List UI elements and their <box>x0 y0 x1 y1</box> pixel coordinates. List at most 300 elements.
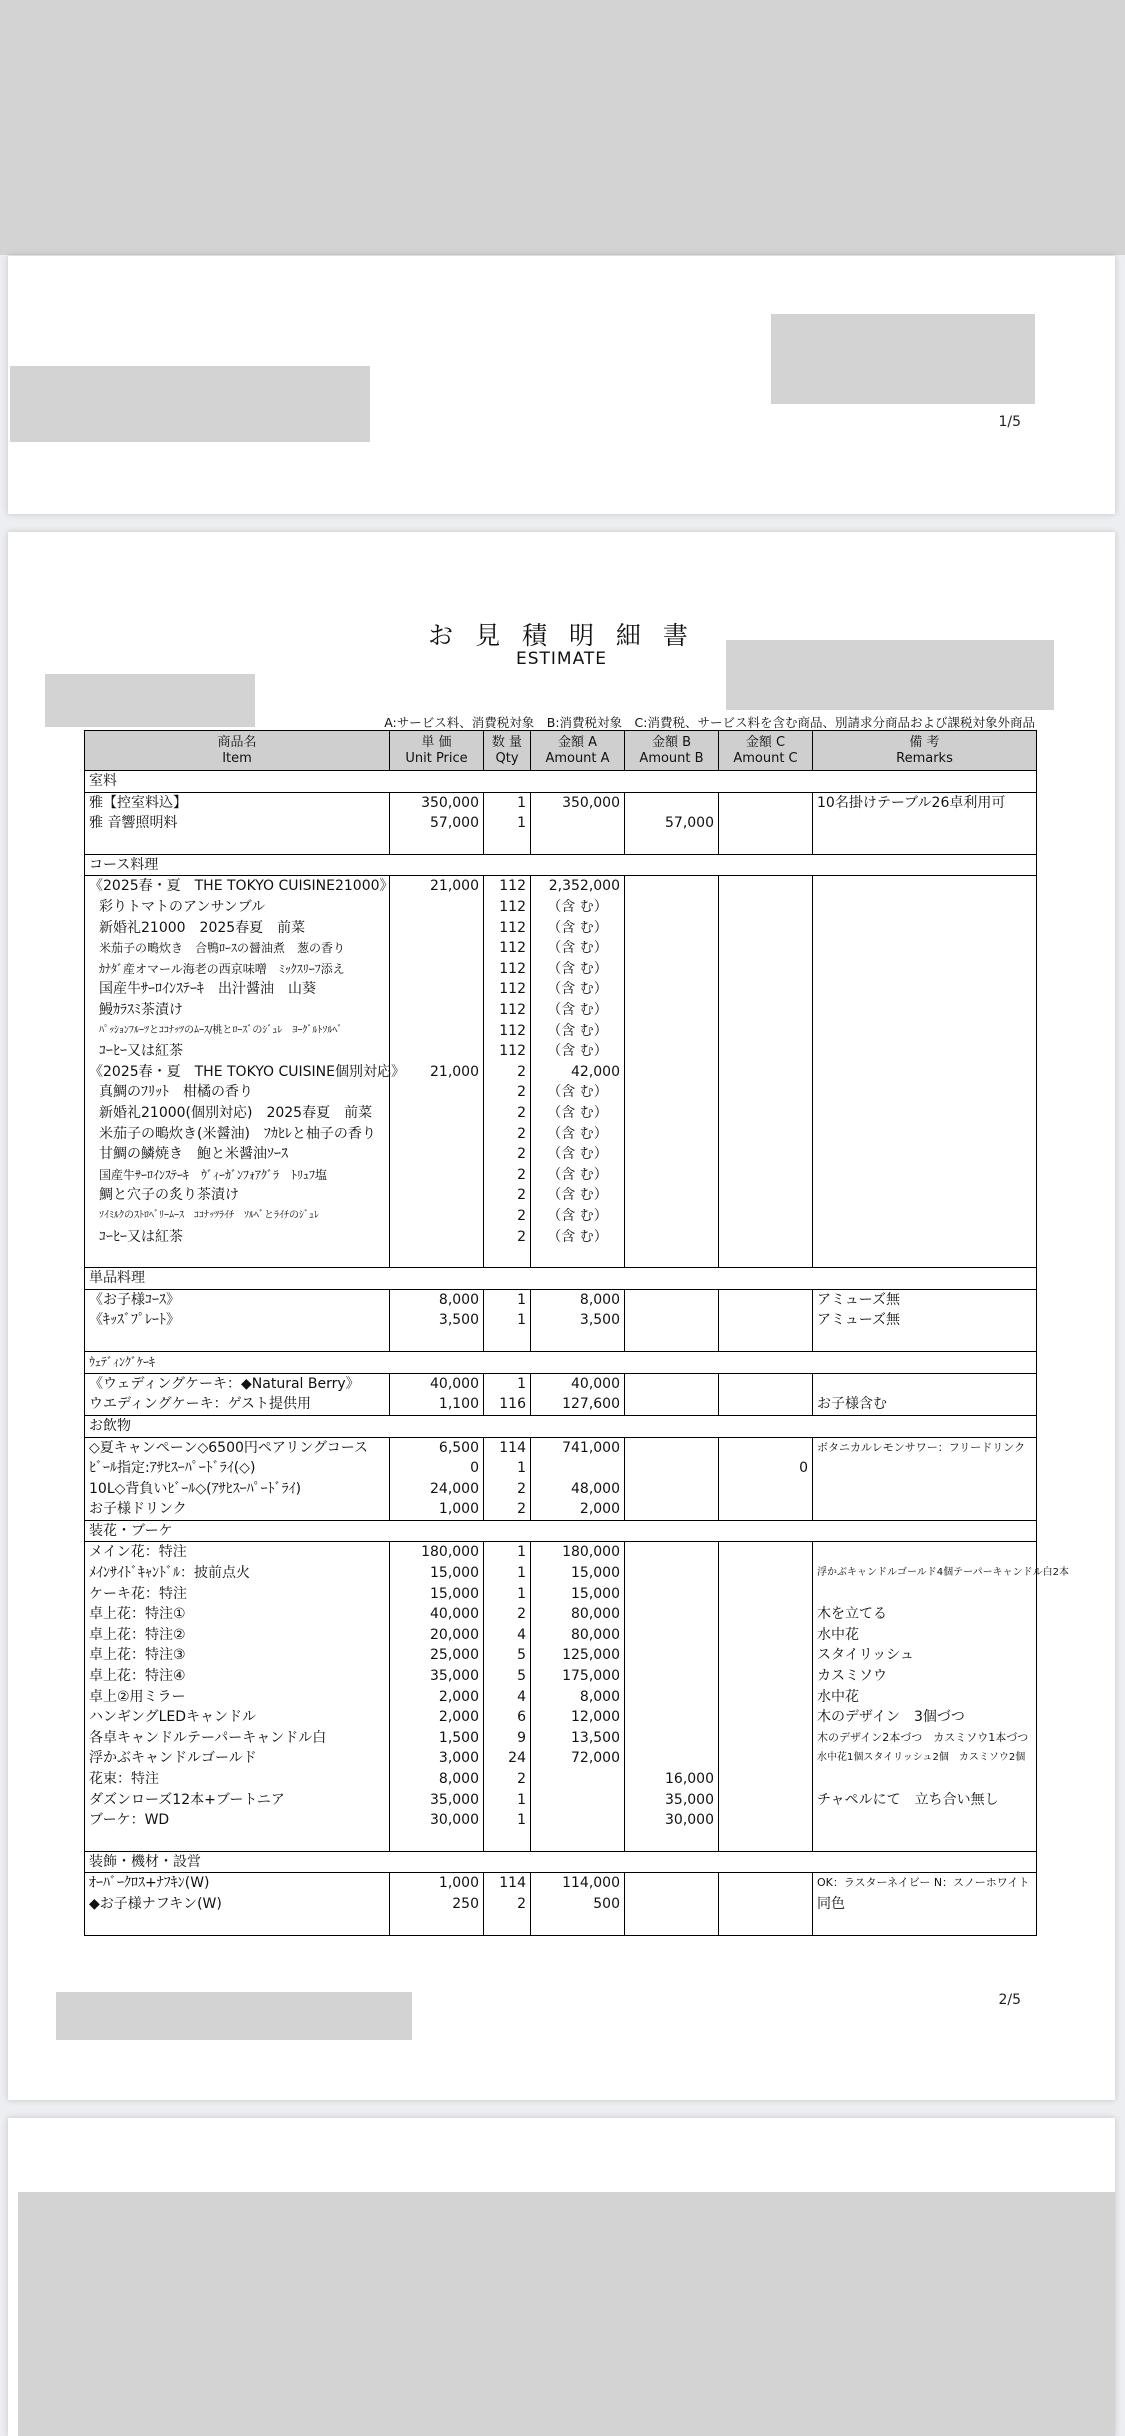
remarks-cell <box>813 1124 1037 1145</box>
amount-a-cell <box>531 1810 625 1831</box>
unit-price-cell <box>390 1206 484 1227</box>
item-cell: ケーキ花：特注 <box>85 1584 390 1605</box>
amount-b-cell <box>625 792 719 813</box>
redacted-block <box>771 314 1035 404</box>
unit-price-cell: 40,000 <box>390 1373 484 1394</box>
amount-b-cell <box>625 1206 719 1227</box>
table-row <box>85 1289 1037 1310</box>
blank-row <box>85 834 1037 855</box>
amount-a-cell: 80,000 <box>531 1625 625 1646</box>
amount-a-cell: （含 む） <box>531 1103 625 1124</box>
section-spacer <box>625 1268 719 1290</box>
amount-c-cell <box>719 1041 813 1062</box>
section-title: 室料 <box>85 771 390 793</box>
amount-a-cell: （含 む） <box>531 1206 625 1227</box>
qty-cell: 116 <box>484 1394 531 1415</box>
section-spacer <box>531 854 625 876</box>
remarks-cell <box>813 979 1037 1000</box>
table-row <box>85 1185 1037 1206</box>
amount-a-cell: （含 む） <box>531 1124 625 1145</box>
unit-price-cell: 8,000 <box>390 1769 484 1790</box>
empty-cell <box>85 1915 390 1936</box>
item-cell: ﾋﾞｰﾙ指定:ｱｻﾋｽｰﾊﾟｰﾄﾞﾗｲ(◇) <box>85 1458 390 1479</box>
empty-cell <box>813 1247 1037 1268</box>
section-spacer <box>625 854 719 876</box>
item-cell: 真鯛のﾌﾘｯﾄ 柑橘の香り <box>85 1082 390 1103</box>
table-row <box>85 1873 1037 1894</box>
unit-price-cell: 2,000 <box>390 1687 484 1708</box>
remarks-cell: 同色 <box>813 1894 1037 1915</box>
qty-cell: 1 <box>484 1289 531 1310</box>
amount-a-cell: （含 む） <box>531 959 625 980</box>
empty-cell <box>813 1831 1037 1852</box>
qty-cell: 5 <box>484 1666 531 1687</box>
unit-price-cell: 1,100 <box>390 1394 484 1415</box>
amount-b-cell: 30,000 <box>625 1810 719 1831</box>
unit-price-cell <box>390 1021 484 1042</box>
qty-cell: 1 <box>484 1542 531 1563</box>
amount-b-cell <box>625 897 719 918</box>
amount-b-cell <box>625 1687 719 1708</box>
amount-a-cell: 13,500 <box>531 1728 625 1749</box>
remarks-cell <box>813 1479 1037 1500</box>
col-header-amount-b: 金額 B Amount B <box>625 731 719 771</box>
redacted-block <box>726 640 1054 710</box>
item-cell: 各卓キャンドルテーパーキャンドル白 <box>85 1728 390 1749</box>
amount-a-cell: 350,000 <box>531 792 625 813</box>
amount-a-cell: 127,600 <box>531 1394 625 1415</box>
unit-price-cell: 1,000 <box>390 1873 484 1894</box>
amount-c-cell <box>719 792 813 813</box>
amount-a-cell: （含 む） <box>531 979 625 1000</box>
remarks-cell: 木のデザイン 3個づつ <box>813 1707 1037 1728</box>
redacted-block <box>18 2192 1115 2436</box>
section-spacer <box>719 1415 813 1437</box>
remarks-cell <box>813 1810 1037 1831</box>
qty-cell: 112 <box>484 1000 531 1021</box>
amount-a-cell: 180,000 <box>531 1542 625 1563</box>
page-3 <box>8 2118 1115 2436</box>
unit-price-cell: 21,000 <box>390 1062 484 1083</box>
remarks-cell <box>813 1041 1037 1062</box>
qty-cell: 2 <box>484 1769 531 1790</box>
remarks-cell: スタイリッシュ <box>813 1645 1037 1666</box>
empty-cell <box>85 1331 390 1352</box>
amount-c-cell <box>719 1873 813 1894</box>
item-cell: ｺｰﾋｰ又は紅茶 <box>85 1227 390 1248</box>
qty-cell: 2 <box>484 1894 531 1915</box>
amount-b-cell <box>625 1584 719 1605</box>
table-row <box>85 792 1037 813</box>
amount-c-cell <box>719 1000 813 1021</box>
section-title: ｳｪﾃﾞｨﾝｸﾞｹｰｷ <box>85 1352 390 1374</box>
amount-c-cell <box>719 1289 813 1310</box>
amount-b-cell <box>625 1645 719 1666</box>
unit-price-cell <box>390 979 484 1000</box>
amount-b-cell <box>625 938 719 959</box>
section-spacer <box>390 1268 484 1290</box>
table-row <box>85 1437 1037 1458</box>
section-spacer <box>531 1851 625 1873</box>
qty-cell: 2 <box>484 1062 531 1083</box>
table-row <box>85 1748 1037 1769</box>
table-row <box>85 1499 1037 1520</box>
amount-b-cell <box>625 959 719 980</box>
amount-c-cell <box>719 1082 813 1103</box>
unit-price-cell <box>390 1000 484 1021</box>
amount-c-cell <box>719 1666 813 1687</box>
remarks-cell <box>813 1206 1037 1227</box>
unit-price-cell: 35,000 <box>390 1666 484 1687</box>
amount-b-cell <box>625 1227 719 1248</box>
empty-cell <box>719 1247 813 1268</box>
remarks-cell: 木のデザイン2本づつ カスミソウ1本づつ <box>813 1728 1037 1749</box>
amount-b-cell <box>625 1458 719 1479</box>
amount-c-cell <box>719 1584 813 1605</box>
qty-cell: 24 <box>484 1748 531 1769</box>
amount-b-cell <box>625 1103 719 1124</box>
table-row <box>85 1165 1037 1186</box>
unit-price-cell: 35,000 <box>390 1790 484 1811</box>
unit-price-cell: 180,000 <box>390 1542 484 1563</box>
amount-c-cell <box>719 876 813 897</box>
estimate-table <box>84 730 1070 1936</box>
remarks-cell: カスミソウ <box>813 1666 1037 1687</box>
amount-c-cell <box>719 1165 813 1186</box>
amount-a-cell: （含 む） <box>531 1082 625 1103</box>
amount-c-cell <box>719 918 813 939</box>
section-header <box>85 1352 1037 1374</box>
empty-cell <box>625 1915 719 1936</box>
amount-b-cell <box>625 1748 719 1769</box>
empty-cell <box>85 1831 390 1852</box>
item-cell: ブーケ：WD <box>85 1810 390 1831</box>
amount-b-cell <box>625 1041 719 1062</box>
section-title: 単品料理 <box>85 1268 390 1290</box>
table-row <box>85 1394 1037 1415</box>
item-cell: 米茄子の鴫炊き(米醤油) ﾌｶﾋﾚと柚子の香り <box>85 1124 390 1145</box>
amount-b-cell <box>625 1625 719 1646</box>
item-cell: 卓上花：特注② <box>85 1625 390 1646</box>
page-1 <box>8 256 1115 514</box>
amount-b-cell <box>625 1144 719 1165</box>
amount-c-cell <box>719 1124 813 1145</box>
qty-cell: 2 <box>484 1604 531 1625</box>
amount-c-cell <box>719 1062 813 1083</box>
empty-cell <box>484 1331 531 1352</box>
amount-c-cell <box>719 1645 813 1666</box>
table-row <box>85 1728 1037 1749</box>
unit-price-cell <box>390 1144 484 1165</box>
section-spacer <box>813 1851 1037 1873</box>
amount-b-cell <box>625 979 719 1000</box>
empty-cell <box>390 1331 484 1352</box>
remarks-cell: ボタニカルレモンサワー：フリードリンク <box>813 1437 1037 1458</box>
amount-c-cell <box>719 1542 813 1563</box>
unit-price-cell: 6,500 <box>390 1437 484 1458</box>
section-spacer <box>625 1851 719 1873</box>
page-number: 1/5 <box>998 414 1021 430</box>
amount-b-cell <box>625 1082 719 1103</box>
remarks-cell <box>813 1103 1037 1124</box>
section-spacer <box>813 1268 1037 1290</box>
amount-a-cell <box>531 1769 625 1790</box>
empty-cell <box>531 1331 625 1352</box>
col-header-amount-c: 金額 C Amount C <box>719 731 813 771</box>
empty-cell <box>719 1331 813 1352</box>
table-row <box>85 876 1037 897</box>
amount-a-cell: 15,000 <box>531 1563 625 1584</box>
amount-b-cell <box>625 1563 719 1584</box>
amount-b-cell <box>625 1021 719 1042</box>
unit-price-cell <box>390 938 484 959</box>
remarks-cell <box>813 1499 1037 1520</box>
qty-cell: 114 <box>484 1873 531 1894</box>
empty-cell <box>484 1831 531 1852</box>
item-cell: 国産牛ｻｰﾛｲﾝｽﾃｰｷ ｳﾞｨｰｶﾞﾝﾌｫｱｸﾞﾗ ﾄﾘｭﾌ塩 <box>85 1165 390 1186</box>
table-row <box>85 1666 1037 1687</box>
redacted-block <box>10 366 370 442</box>
qty-cell: 1 <box>484 1310 531 1331</box>
amount-c-cell <box>719 1790 813 1811</box>
table-row <box>85 1124 1037 1145</box>
amount-c-cell <box>719 1810 813 1831</box>
section-spacer <box>484 1352 531 1374</box>
amount-b-cell <box>625 1394 719 1415</box>
tax-legend: A:サービス料、消費税対象 B:消費税対象 C:消費税、サービス料を含む商品、別請求分商品および課税対象外商品 <box>384 715 1035 730</box>
amount-c-cell <box>719 1021 813 1042</box>
amount-b-cell <box>625 1666 719 1687</box>
unit-price-cell: 21,000 <box>390 876 484 897</box>
redacted-block <box>56 1992 412 2040</box>
section-spacer <box>813 771 1037 793</box>
amount-b-cell <box>625 1124 719 1145</box>
item-cell: 《お子様ｺｰｽ》 <box>85 1289 390 1310</box>
section-spacer <box>625 771 719 793</box>
col-header-qty: 数 量 Qty <box>484 731 531 771</box>
qty-cell: 1 <box>484 792 531 813</box>
amount-b-cell <box>625 1062 719 1083</box>
amount-c-cell <box>719 1103 813 1124</box>
qty-cell: 4 <box>484 1687 531 1708</box>
qty-cell: 2 <box>484 1144 531 1165</box>
unit-price-cell: 57,000 <box>390 813 484 834</box>
remarks-cell <box>813 1165 1037 1186</box>
amount-b-cell <box>625 876 719 897</box>
item-cell: 鯛と穴子の炙り茶漬け <box>85 1185 390 1206</box>
remarks-cell <box>813 959 1037 980</box>
qty-cell: 2 <box>484 1206 531 1227</box>
amount-c-cell <box>719 1227 813 1248</box>
item-cell: ｵｰﾊﾞｰｸﾛｽ+ﾅﾌｷﾝ(W) <box>85 1873 390 1894</box>
section-spacer <box>719 1520 813 1542</box>
remarks-cell <box>813 938 1037 959</box>
amount-b-cell <box>625 1185 719 1206</box>
table-row <box>85 813 1037 834</box>
table-row <box>85 979 1037 1000</box>
empty-cell <box>484 1247 531 1268</box>
empty-cell <box>390 834 484 855</box>
remarks-cell: 水中花 <box>813 1687 1037 1708</box>
unit-price-cell <box>390 918 484 939</box>
amount-c-cell <box>719 1625 813 1646</box>
amount-c-cell <box>719 1373 813 1394</box>
amount-a-cell: （含 む） <box>531 1227 625 1248</box>
section-header <box>85 854 1037 876</box>
amount-a-cell <box>531 813 625 834</box>
amount-a-cell: 40,000 <box>531 1373 625 1394</box>
table-row <box>85 1769 1037 1790</box>
section-title: お飲物 <box>85 1415 390 1437</box>
section-header <box>85 1851 1037 1873</box>
remarks-cell: アミューズ無 <box>813 1310 1037 1331</box>
amount-a-cell: 741,000 <box>531 1437 625 1458</box>
remarks-cell <box>813 918 1037 939</box>
unit-price-cell <box>390 1185 484 1206</box>
amount-a-cell: （含 む） <box>531 1041 625 1062</box>
qty-cell: 2 <box>484 1185 531 1206</box>
unit-price-cell: 8,000 <box>390 1289 484 1310</box>
item-cell: ウエディングケーキ：ゲスト提供用 <box>85 1394 390 1415</box>
qty-cell: 4 <box>484 1625 531 1646</box>
section-spacer <box>390 1851 484 1873</box>
empty-cell <box>390 1831 484 1852</box>
amount-a-cell: 500 <box>531 1894 625 1915</box>
table-row <box>85 1894 1037 1915</box>
amount-b-cell <box>625 1873 719 1894</box>
qty-cell: 112 <box>484 897 531 918</box>
amount-c-cell <box>719 979 813 1000</box>
amount-a-cell: 2,000 <box>531 1499 625 1520</box>
empty-cell <box>719 1915 813 1936</box>
amount-c-cell <box>719 1707 813 1728</box>
table-row <box>85 1021 1037 1042</box>
document-title: お 見 積 明 細 書 <box>428 621 695 650</box>
item-cell: 甘鯛の鱗焼き 鮑と米醤油ｿｰｽ <box>85 1144 390 1165</box>
amount-c-cell <box>719 1728 813 1749</box>
item-cell: ﾒｲﾝｻｲﾄﾞｷｬﾝﾄﾞﾙ：披前点火 <box>85 1563 390 1584</box>
item-cell: 卓上花：特注① <box>85 1604 390 1625</box>
amount-c-cell: 0 <box>719 1458 813 1479</box>
table-row <box>85 1625 1037 1646</box>
amount-b-cell <box>625 1707 719 1728</box>
amount-c-cell <box>719 1185 813 1206</box>
unit-price-cell: 40,000 <box>390 1604 484 1625</box>
qty-cell: 112 <box>484 938 531 959</box>
amount-a-cell: （含 む） <box>531 1000 625 1021</box>
unit-price-cell <box>390 1227 484 1248</box>
amount-a-cell: （含 む） <box>531 938 625 959</box>
item-cell: 《ｷｯｽﾞﾌﾟﾚｰﾄ》 <box>85 1310 390 1331</box>
section-spacer <box>531 771 625 793</box>
table-row <box>85 1645 1037 1666</box>
amount-a-cell: （含 む） <box>531 918 625 939</box>
section-spacer <box>484 1851 531 1873</box>
col-header-amount-a: 金額 A Amount A <box>531 731 625 771</box>
amount-a-cell: 2,352,000 <box>531 876 625 897</box>
section-spacer <box>390 1415 484 1437</box>
unit-price-cell: 25,000 <box>390 1645 484 1666</box>
item-cell: メイン花：特注 <box>85 1542 390 1563</box>
section-spacer <box>813 1415 1037 1437</box>
amount-c-cell <box>719 938 813 959</box>
remarks-cell: アミューズ無 <box>813 1289 1037 1310</box>
unit-price-cell <box>390 1103 484 1124</box>
empty-cell <box>625 1831 719 1852</box>
remarks-cell: チャペルにて 立ち合い無し <box>813 1790 1037 1811</box>
item-cell: ◇夏キャンペーン◇6500円ペアリングコース <box>85 1437 390 1458</box>
qty-cell: 5 <box>484 1645 531 1666</box>
item-cell: 鰻ｶﾗｽﾐ茶漬け <box>85 1000 390 1021</box>
page-number: 2/5 <box>998 1992 1021 2008</box>
table-row <box>85 1144 1037 1165</box>
unit-price-cell <box>390 959 484 980</box>
empty-cell <box>625 834 719 855</box>
section-spacer <box>813 854 1037 876</box>
amount-b-cell <box>625 1000 719 1021</box>
item-cell: 浮かぶキャンドルゴールド <box>85 1748 390 1769</box>
qty-cell: 112 <box>484 959 531 980</box>
amount-b-cell <box>625 1437 719 1458</box>
amount-b-cell <box>625 1499 719 1520</box>
qty-cell: 112 <box>484 1041 531 1062</box>
remarks-cell <box>813 1185 1037 1206</box>
amount-c-cell <box>719 813 813 834</box>
amount-c-cell <box>719 1604 813 1625</box>
remarks-cell: 水中花1個スタイリッシュ2個 カスミソウ2個 <box>813 1748 1037 1769</box>
table-row <box>85 1458 1037 1479</box>
table-row <box>85 1584 1037 1605</box>
section-spacer <box>390 854 484 876</box>
amount-a-cell: 114,000 <box>531 1873 625 1894</box>
table-row <box>85 1000 1037 1021</box>
col-header-remarks: 備 考 Remarks <box>813 731 1037 771</box>
col-header-unit-price: 単 価 Unit Price <box>390 731 484 771</box>
document-subtitle: ESTIMATE <box>515 649 608 669</box>
qty-cell: 6 <box>484 1707 531 1728</box>
unit-price-cell: 3,500 <box>390 1310 484 1331</box>
amount-a-cell <box>531 1790 625 1811</box>
remarks-cell: お子様含む <box>813 1394 1037 1415</box>
empty-cell <box>85 834 390 855</box>
table-row <box>85 1373 1037 1394</box>
unit-price-cell: 3,000 <box>390 1748 484 1769</box>
item-cell: 新婚礼21000 2025春夏 前菜 <box>85 918 390 939</box>
amount-c-cell <box>719 1310 813 1331</box>
remarks-cell <box>813 813 1037 834</box>
amount-c-cell <box>719 1499 813 1520</box>
section-spacer <box>719 1268 813 1290</box>
remarks-cell <box>813 1021 1037 1042</box>
amount-c-cell <box>719 1394 813 1415</box>
amount-a-cell: （含 む） <box>531 1165 625 1186</box>
item-cell: 国産牛ｻｰﾛｲﾝｽﾃｰｷ 出汁醤油 山葵 <box>85 979 390 1000</box>
table-row <box>85 1479 1037 1500</box>
qty-cell: 114 <box>484 1437 531 1458</box>
qty-cell: 112 <box>484 876 531 897</box>
qty-cell: 1 <box>484 1563 531 1584</box>
amount-c-cell <box>719 1894 813 1915</box>
empty-cell <box>625 1247 719 1268</box>
unit-price-cell: 1,000 <box>390 1499 484 1520</box>
empty-cell <box>531 1831 625 1852</box>
item-cell: 彩りトマトのアンサンブル <box>85 897 390 918</box>
qty-cell: 2 <box>484 1479 531 1500</box>
amount-b-cell <box>625 1310 719 1331</box>
remarks-cell <box>813 1373 1037 1394</box>
empty-cell <box>625 1331 719 1352</box>
section-header <box>85 771 1037 793</box>
